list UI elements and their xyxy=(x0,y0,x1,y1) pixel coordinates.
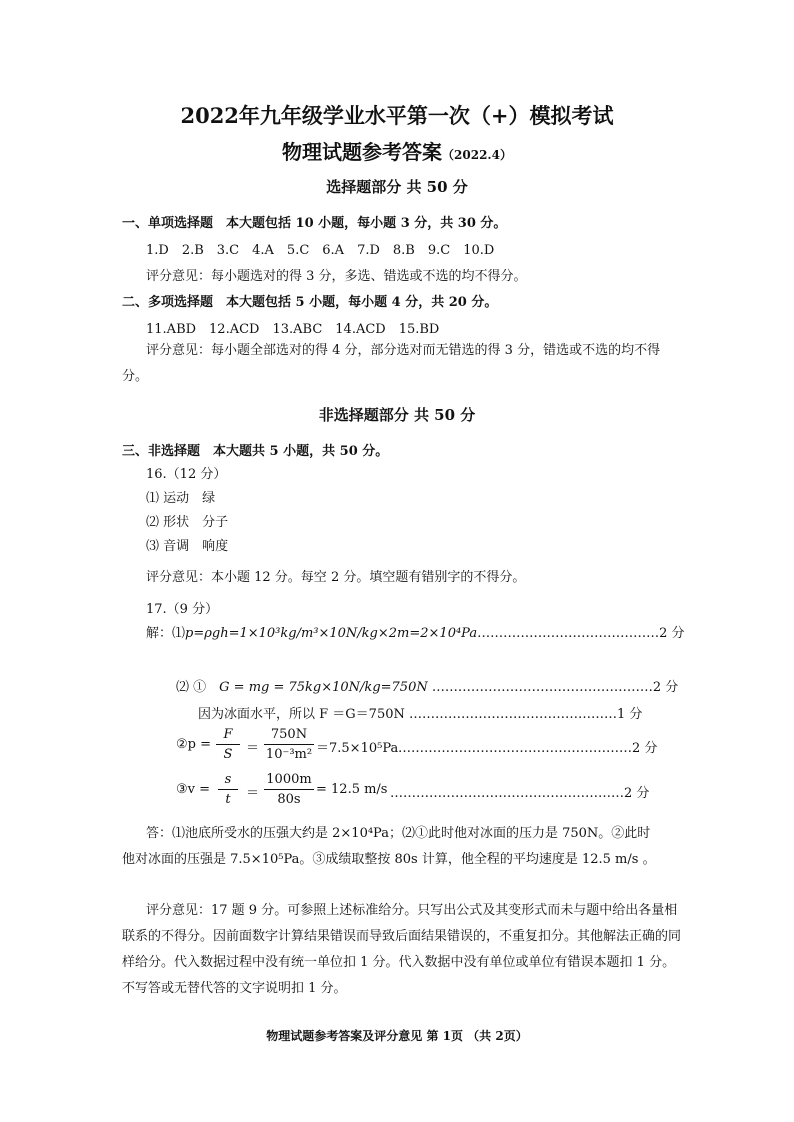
q17-step-4-prefix: ③v = xyxy=(176,782,211,797)
q2-comment: 评分意见：每小题全部选对的得 4 分，部分选对而无错选的得 3 分，错选或不选的均不得分。 xyxy=(122,343,661,384)
q3-desc: 本大题共 5 小题，共 50 分。 xyxy=(213,444,389,459)
section-heading-choice: 选择题部分 共 50 分 xyxy=(326,178,468,196)
q17-step-4-fraction-2 xyxy=(264,772,314,807)
section-heading-nonchoice: 非选择题部分 共 50 分 xyxy=(318,406,476,424)
q17-step-1-score: ……………………………………2 分 xyxy=(477,626,685,641)
q17-answer-line-2: 他对冰面的压强是 7.5×10⁵Pa。③成绩取整按 80s 计算，他全程的平均速度是 12.5 m/s 。 xyxy=(122,852,656,867)
q17-answer-line-1: 答：⑴池底所受水的压强大约是 2×10⁴Pa；⑵①此时他对冰面的压力是 750N。②此时 xyxy=(146,826,651,841)
q17-step-3-fraction-2 xyxy=(264,727,314,762)
q17-comment: 评分意见：17 题 9 分。可参照上述标准给分。只写出公式及其变形式而未与题中给出各量相联系的不得分。因前面数字计算结果错误而导致后面结果错误的，不重复扣分。其他解法正确的同样给分。代入数据过程中没有统一单位扣 1 分。代入数据中没有单位或单位有错误本题扣 1 分。不写答或无替代答的文字说明扣 1 分。 xyxy=(122,903,682,996)
q1-desc: 本大题包括 10 小题，每小题 3 分，共 30 分。 xyxy=(226,216,507,231)
q16-answer-2: ⑵ 形状 分子 xyxy=(146,515,229,530)
q17-step-4-result: = 12.5 m/s xyxy=(316,782,388,797)
q17-step-2-formula: G = mg = 75kg×10N/kg=750N xyxy=(219,680,428,695)
fraction-numerator: 750N xyxy=(270,727,308,742)
q2-label: 二、多项选择题 xyxy=(122,295,214,310)
q17-step-2 xyxy=(176,676,678,695)
equals-sign: ＝ xyxy=(246,786,260,801)
fraction-bar xyxy=(264,789,314,790)
q17-step-1 xyxy=(146,622,685,641)
fraction-numerator: 1000m xyxy=(266,772,312,787)
page-title: 2022年九年级学业水平第一次（+）模拟考试 xyxy=(180,103,614,128)
q17-step-2b-text: 因为冰面水平，所以 F ＝G＝750N xyxy=(198,707,405,722)
q1-label: 一、单项选择题 xyxy=(122,216,214,231)
q3-label: 三、非选择题 xyxy=(122,444,201,459)
q17-step-2b xyxy=(198,703,642,722)
fraction-numerator: F xyxy=(223,727,233,742)
subtitle-date: （2022.4） xyxy=(442,148,512,162)
fraction-bar xyxy=(218,789,238,790)
q17-step-4-score: ………………………………………………2 分 xyxy=(390,786,650,801)
q17-step-1-prefix: 解：⑴ xyxy=(146,626,186,641)
q17-step-2-prefix: ⑵ ① xyxy=(176,680,207,695)
q1-heading xyxy=(122,212,506,231)
fraction-denominator: 10⁻³m² xyxy=(265,747,313,762)
fraction-bar xyxy=(264,744,314,745)
q17-step-3-score: ………………………………………………2 分 xyxy=(398,741,658,756)
q1-comment: 评分意见：每小题选对的得 3 分，多选、错选或不选的均不得分。 xyxy=(146,269,527,284)
q16-answer-3: ⑶ 音调 响度 xyxy=(146,539,229,554)
q16-answer-1: ⑴ 运动 绿 xyxy=(146,491,216,506)
fraction-denominator: t xyxy=(225,792,231,807)
q17-number: 17.（9 分） xyxy=(146,602,219,617)
fraction-denominator: 80s xyxy=(277,792,301,807)
page-footer: 物理试题参考答案及评分意见 第 1页 （共 2页） xyxy=(266,1029,528,1043)
q17-step-2-score: ……………………………………………2 分 xyxy=(431,680,679,695)
fraction-numerator: s xyxy=(224,772,232,787)
fraction-bar xyxy=(216,744,240,745)
q17-step-3-fraction-1 xyxy=(216,727,240,762)
q17-step-2b-score: …………………………………………1 分 xyxy=(409,707,643,722)
q17-step-1-formula: p=ρgh=1×10³kg/m³×10N/kg×2m=2×10⁴Pa xyxy=(185,626,478,641)
q17-step-3-prefix: ②p = xyxy=(176,737,212,752)
q1-answers: 1.D 2.B 3.C 4.A 5.C 6.A 7.D 8.B 9.C 10.D xyxy=(146,243,495,258)
subtitle-text: 物理试题参考答案 xyxy=(282,140,443,164)
q2-answers: 11.ABD 12.ACD 13.ABC 14.ACD 15.BD xyxy=(146,322,440,337)
q16-comment: 评分意见：本小题 12 分。每空 2 分。填空题有错别字的不得分。 xyxy=(146,570,526,585)
q16-number: 16.（12 分） xyxy=(146,467,227,482)
fraction-denominator: S xyxy=(223,747,233,762)
q2-desc: 本大题包括 5 小题，每小题 4 分，共 20 分。 xyxy=(226,295,498,310)
page-subtitle xyxy=(0,136,794,165)
q17-step-4-fraction-1 xyxy=(218,772,238,807)
q2-heading xyxy=(122,291,497,310)
q17-step-3-result: ＝7.5×10⁵Pa xyxy=(316,741,399,756)
equals-sign: ＝ xyxy=(246,741,260,756)
q3-heading xyxy=(122,440,388,459)
